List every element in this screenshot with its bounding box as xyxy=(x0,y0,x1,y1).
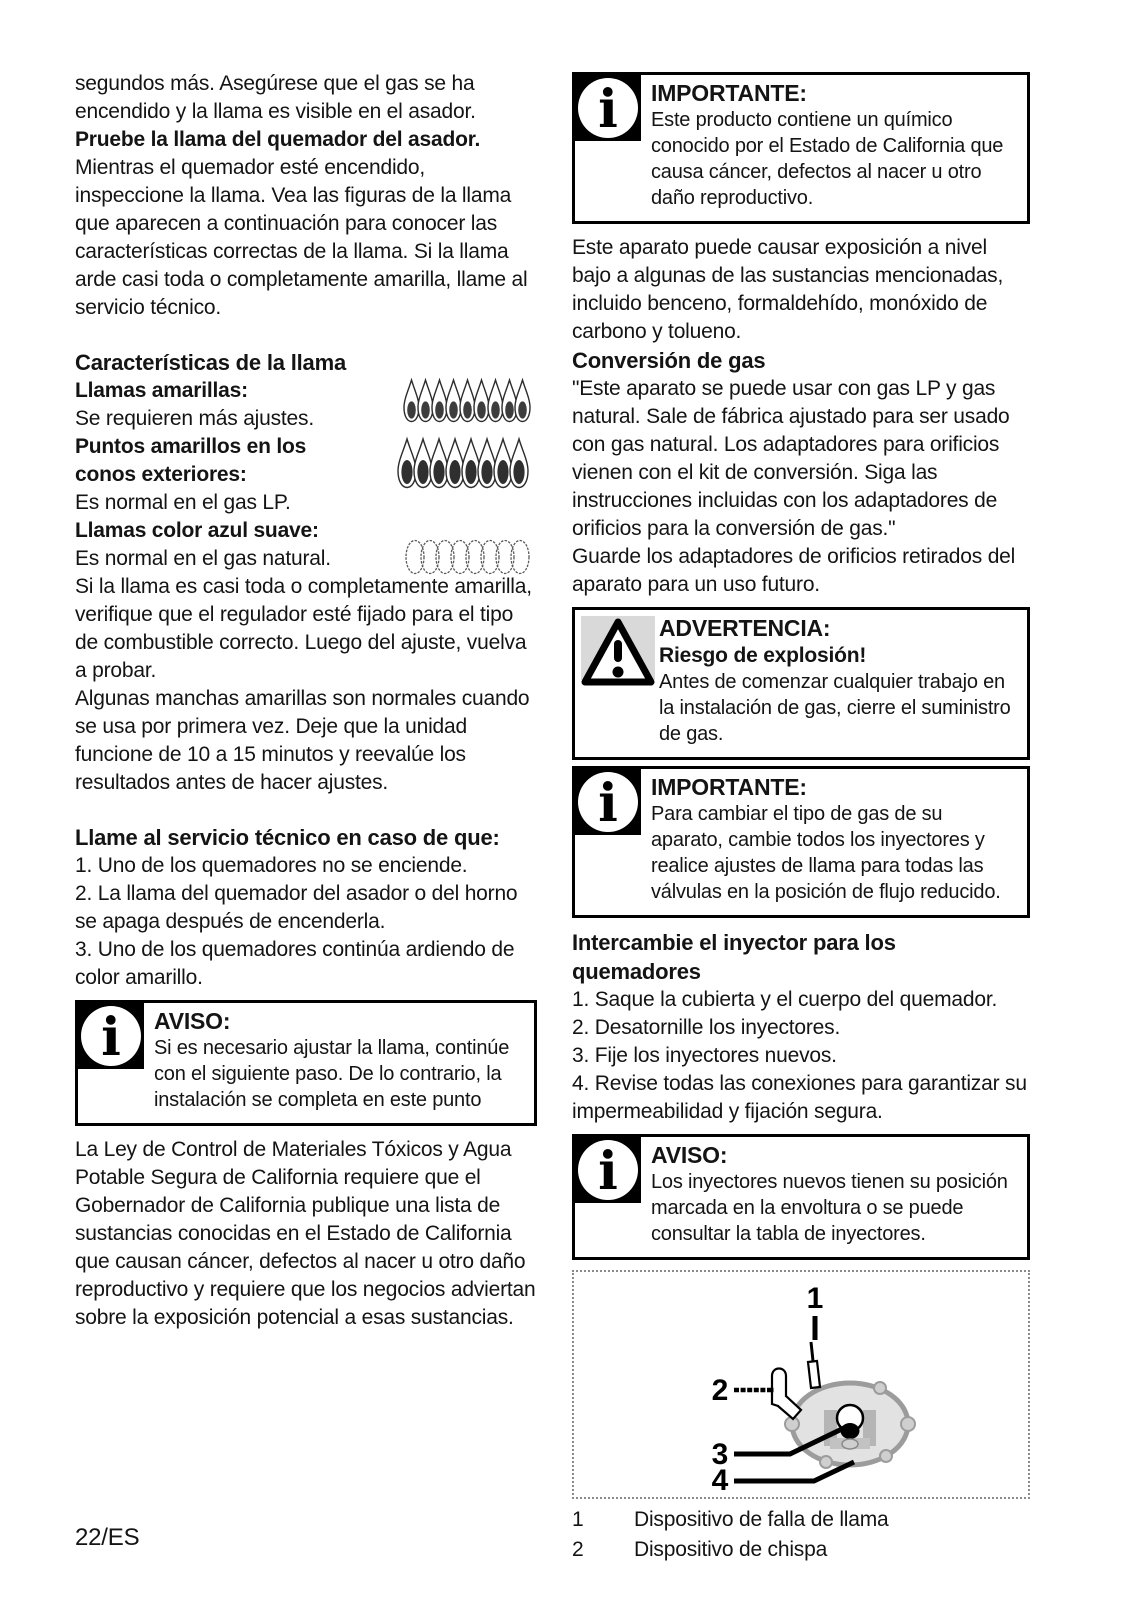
heading-test-broiler-flame: Pruebe la llama del quemador del asador. xyxy=(75,128,481,151)
notice-title: AVISO: xyxy=(651,1142,728,1168)
paragraph-yellow-normal: Algunas manchas amarillas son normales cuando se usa por primera vez. Deje que la unidad funcione de 10 a 15 minutos y reevalúe los resultados antes de hacer ajustes. xyxy=(75,687,530,794)
notice-title: IMPORTANTE: xyxy=(651,774,807,800)
heading-gas-conversion: Conversión de gas xyxy=(572,348,766,373)
paragraph-keep-adapters: Guarde los adaptadores de orificios retirados del aparato para un uso futuro. xyxy=(572,545,1016,596)
yellow-flames-illustration-icon xyxy=(403,377,531,423)
diagram-callout-4: 4 xyxy=(711,1464,729,1492)
svg-text:i: i xyxy=(101,1007,121,1068)
list-item: 3. Uno de los quemadores continúa ardiendo de color amarillo. xyxy=(75,938,515,989)
yellow-tips-flames-illustration-icon xyxy=(397,435,531,491)
notice-title: IMPORTANTE: xyxy=(651,80,807,106)
list-item: 2. Desatornille los inyectores. xyxy=(572,1016,841,1039)
notice-body: Si es necesario ajustar la llama, continúe con el siguiente paso. De lo contrario, la instalación se completa en este punto xyxy=(154,1037,510,1111)
info-icon xyxy=(575,1137,641,1208)
notice-body: Para cambiar el tipo de gas de su aparato, cambie todos los inyectores y realice ajustes de llama para todas las válvulas en la posición de flujo reducido. xyxy=(651,803,1001,903)
list-item: 1. Uno de los quemadores no se enciende. xyxy=(75,854,468,877)
notice-body: Este producto contiene un químico conocido por el Estado de California que causa cáncer, defectos al nacer u otro daño reproductivo. xyxy=(651,109,1004,209)
info-icon xyxy=(575,75,641,146)
legend-text: Dispositivo de falla de llama xyxy=(634,1508,889,1531)
warning-body: Antes de comenzar cualquier trabajo en la instalación de gas, cierre el suministro de gas. xyxy=(659,671,1011,745)
legend-text: Dispositivo de chispa xyxy=(634,1538,828,1561)
notice-box-importante-1 xyxy=(572,72,1030,224)
notice-box-aviso-2 xyxy=(572,1134,1030,1260)
notice-title: AVISO: xyxy=(154,1008,231,1034)
service-conditions-list xyxy=(75,852,537,992)
soft-blue-flames-illustration-icon xyxy=(405,535,531,579)
flame-desc: Se requieren más ajustes. xyxy=(75,407,314,430)
warning-subtitle: Riesgo de explosión! xyxy=(659,644,867,667)
paragraph-conversion-quote: "Este aparato se puede usar con gas LP y gas natural. Sale de fábrica ajustado para ser usado con gas natural. Los adaptadores para orificios vienen con el kit de conversión. Siga las instrucciones incluidas con los adaptadores de orificios para la conversión de gas." xyxy=(572,377,1010,540)
info-icon xyxy=(575,769,641,840)
paragraph-yellow-check: Si la llama es casi toda o completamente amarilla, verifique que el regulador esté fijado para el tipo de combustible correcto. Luego del ajuste, vuelva a probar. xyxy=(75,575,532,682)
diagram-legend xyxy=(572,1505,1030,1565)
paragraph-exposure: Este aparato puede causar exposición a nivel bajo a algunas de las sustancias mencionadas, incluido benceno, formaldehído, monóxido de carbono y tolueno. xyxy=(572,236,1004,343)
list-item: 1. Saque la cubierta y el cuerpo del quemador. xyxy=(572,988,998,1011)
warning-box-advertencia xyxy=(572,607,1030,760)
diagram-callout-1: 1 xyxy=(806,1282,824,1315)
flame-label: Llamas color azul suave: xyxy=(75,519,319,542)
legend-number: 2 xyxy=(572,1538,584,1561)
legend-row xyxy=(572,1505,1030,1535)
notice-box-importante-2 xyxy=(572,766,1030,918)
warning-triangle-icon xyxy=(579,614,657,693)
burner-diagram-illustration xyxy=(574,1276,1028,1492)
notice-box-aviso xyxy=(75,1000,537,1126)
burner-diagram-box xyxy=(572,1270,1030,1499)
list-item: 3. Fije los inyectores nuevos. xyxy=(572,1044,837,1067)
heading-flame-characteristics: Características de la llama xyxy=(75,350,346,375)
left-column xyxy=(75,70,537,1332)
info-icon xyxy=(78,1003,144,1074)
flame-row-yellow-tips xyxy=(75,433,537,517)
heading-injector-swap: Intercambie el inyector para los quemadores xyxy=(572,930,896,984)
svg-text:i: i xyxy=(598,773,618,834)
injector-steps-list xyxy=(572,986,1030,1126)
flame-label: Puntos amarillos en los conos exteriores: xyxy=(75,435,307,486)
list-item: 2. La llama del quemador del asador o del horno se apaga después de encenderla. xyxy=(75,882,518,933)
legend-number: 1 xyxy=(572,1508,584,1531)
legend-row xyxy=(572,1535,1030,1565)
page-number: 22/ES xyxy=(75,1524,140,1551)
flame-desc: Es normal en el gas natural. xyxy=(75,547,331,570)
svg-text:i: i xyxy=(598,1141,618,1202)
list-item: 4. Revise todas las conexiones para garantizar su impermeabilidad y fijación segura. xyxy=(572,1072,1027,1123)
paragraph-inspect-flame: Mientras el quemador esté encendido, inspeccione la llama. Vea las figuras de la llama que aparecen a continuación para conocer las características correctas de la llama. Si la llama arde casi toda o completamente amarilla, llame al servicio técnico. xyxy=(75,156,528,319)
paragraph-ignition: segundos más. Asegúrese que el gas se ha encendido y la llama es visible en el asador. xyxy=(75,72,476,123)
svg-text:i: i xyxy=(598,79,618,140)
paragraph-california-law: La Ley de Control de Materiales Tóxicos y Agua Potable Segura de California requiere que el Gobernador de California publique una lista de sustancias conocidas en el Estado de California que causan cáncer, defectos al nacer u otro daño reproductivo y requiere que los negocios adviertan sobre la exposición potencial a esas sustancias. xyxy=(75,1138,536,1329)
flame-desc: Es normal en el gas LP. xyxy=(75,491,291,514)
notice-body: Los inyectores nuevos tienen su posición marcada en la envoltura o se puede consultar la tabla de inyectores. xyxy=(651,1171,1008,1245)
flame-row-yellow xyxy=(75,377,537,433)
diagram-callout-3: 3 xyxy=(711,1438,729,1471)
warning-title: ADVERTENCIA: xyxy=(659,615,831,641)
right-column xyxy=(572,70,1030,1565)
flame-row-soft-blue xyxy=(75,517,537,573)
flame-label: Llamas amarillas: xyxy=(75,379,248,402)
diagram-callout-2: 2 xyxy=(711,1374,729,1407)
heading-call-service: Llame al servicio técnico en caso de que: xyxy=(75,825,500,850)
